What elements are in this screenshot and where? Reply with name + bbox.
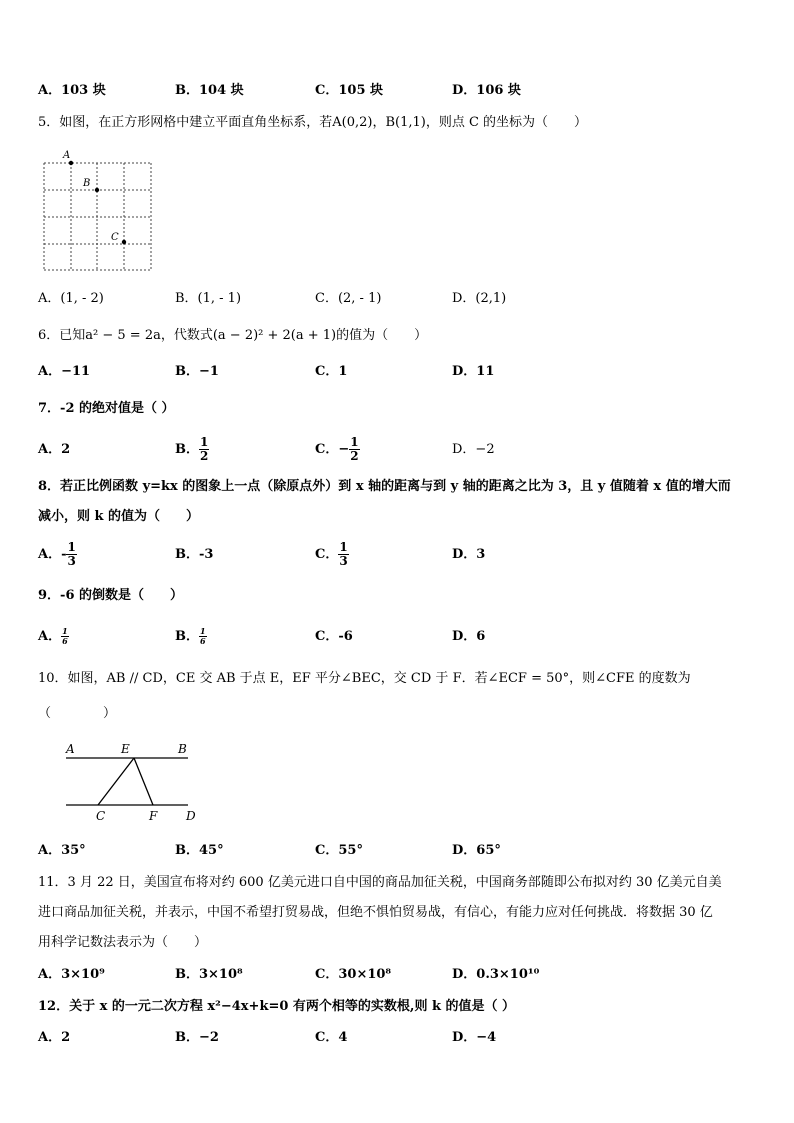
point-c-label: C	[111, 232, 119, 243]
q7-option-b: B． $\frac{1}{2}$	[175, 435, 209, 463]
q11-stem-line2: 进口商品加征关税，并表示，中国不希望打贸易战，但绝不惧怕贸易战，有信心，有能力应对任何挑战．将数据 30 亿	[38, 905, 713, 920]
label-e: E	[121, 742, 130, 756]
q5-stem: 5．如图，在正方形网格中建立平面直角坐标系，若A(0,2)，B(1,1)，则点 C 的坐标为（ ）	[38, 115, 588, 130]
q11-option-c: C．30×10⁸	[315, 967, 392, 982]
q4-option-a: A．103 块	[38, 83, 106, 98]
q12-option-d: D．−4	[452, 1030, 497, 1045]
label-c: C	[96, 809, 106, 823]
q7-option-b-fraction: $\frac{1}{2}$	[200, 435, 209, 463]
q9-stem: 9．-6 的倒数是（ ）	[38, 588, 184, 603]
q11-stem-line3: 用科学记数法表示为（ ）	[38, 935, 208, 950]
q12-option-b: B．−2	[175, 1030, 219, 1045]
q5-option-c: C．(2, - 1)	[315, 291, 382, 306]
q9-option-b: B． $\frac{1}{6}$	[175, 626, 206, 646]
label-f: F	[149, 809, 158, 823]
q9-option-a: A． $\frac{1}{6}$	[38, 626, 68, 646]
q11-option-a: A．3×10⁹	[38, 967, 105, 982]
q11-option-d: D．0.3×10¹⁰	[452, 967, 540, 982]
q8-option-d: D．3	[452, 547, 486, 562]
q6-stem: 6．已知a² − 5 = 2a，代数式(a − 2)² + 2(a + 1)的值为（ ）	[38, 328, 428, 343]
q8-option-a: A．- $\frac{1}{3}$	[38, 540, 76, 568]
q11-option-b: B．3×10⁸	[175, 967, 243, 982]
q12-stem: 12．关于 x 的一元二次方程 x²−4x+k=0 有两个相等的实数根,则 k 的值是（ ）	[38, 999, 516, 1014]
q7-option-d: D．−2	[452, 442, 495, 457]
q5-option-d: D．(2,1)	[452, 291, 507, 306]
point-b-label: B	[83, 178, 91, 189]
q11-stem-line1: 11．3 月 22 日，美国宣布将对约 600 亿美元进口自中国的商品加征关税，中国商务部随即公布拟对约 30 亿美元自美	[38, 875, 722, 890]
q7-option-c-fraction: $\frac{1}{2}$	[350, 435, 359, 463]
q7-stem: 7．-2 的绝对值是（ ）	[38, 401, 175, 416]
q8-option-c-fraction: $\frac{1}{3}$	[339, 540, 348, 568]
q8-stem-line1: 8．若正比例函数 y=kx 的图象上一点（除原点外）到 x 轴的距离与到 y 轴的距离之比为 3，且 y 值随着 x 值的增大而	[38, 479, 731, 494]
q6-option-c: C．1	[315, 364, 348, 379]
q10-option-b: B．45°	[175, 843, 224, 858]
q5-option-b: B．(1, - 1)	[175, 291, 242, 306]
point-a-label: A	[63, 150, 71, 161]
q10-option-c: C．55°	[315, 843, 363, 858]
point-c	[122, 240, 126, 244]
q4-option-c: C．105 块	[315, 83, 384, 98]
q5-option-a: A．(1, - 2)	[38, 291, 104, 306]
q7-option-c: C．− $\frac{1}{2}$	[315, 435, 359, 463]
q10-option-d: D．65°	[452, 843, 501, 858]
point-a	[69, 161, 73, 165]
q10-parallel-lines-figure	[58, 738, 208, 824]
q8-stem-line2: 减小，则 k 的值为（ ）	[38, 509, 200, 524]
q6-option-b: B．−1	[175, 364, 219, 379]
label-d: D	[186, 809, 196, 823]
q10-option-a: A．35°	[38, 843, 86, 858]
q6-option-a: A．−11	[38, 364, 91, 379]
q12-option-a: A．2	[38, 1030, 71, 1045]
q7-option-a: A．2	[38, 442, 71, 457]
q12-option-c: C．4	[315, 1030, 348, 1045]
q8-option-c: C． $\frac{1}{3}$	[315, 540, 348, 568]
q9-option-a-fraction: $\frac{1}{6}$	[62, 626, 68, 646]
q10-stem-line1: 10．如图，AB // CD，CE 交 AB 于点 E，EF 平分∠BEC，交 CD 于 F．若∠ECF = 50°，则∠CFE 的度数为	[38, 671, 691, 686]
q8-option-a-fraction: $\frac{1}{3}$	[67, 540, 76, 568]
label-a: A	[66, 742, 75, 756]
q9-option-c: C．-6	[315, 629, 353, 644]
q4-option-d: D．106 块	[452, 83, 521, 98]
label-b: B	[178, 742, 187, 756]
q8-option-b: B．-3	[175, 547, 214, 562]
q5-grid-figure	[36, 148, 160, 274]
q6-option-d: D．11	[452, 364, 495, 379]
q10-stem-line2: （ ）	[38, 706, 117, 721]
q9-option-b-fraction: $\frac{1}{6}$	[200, 626, 206, 646]
q9-option-d: D．6	[452, 629, 486, 644]
q4-option-b: B．104 块	[175, 83, 244, 98]
point-b	[95, 188, 99, 192]
